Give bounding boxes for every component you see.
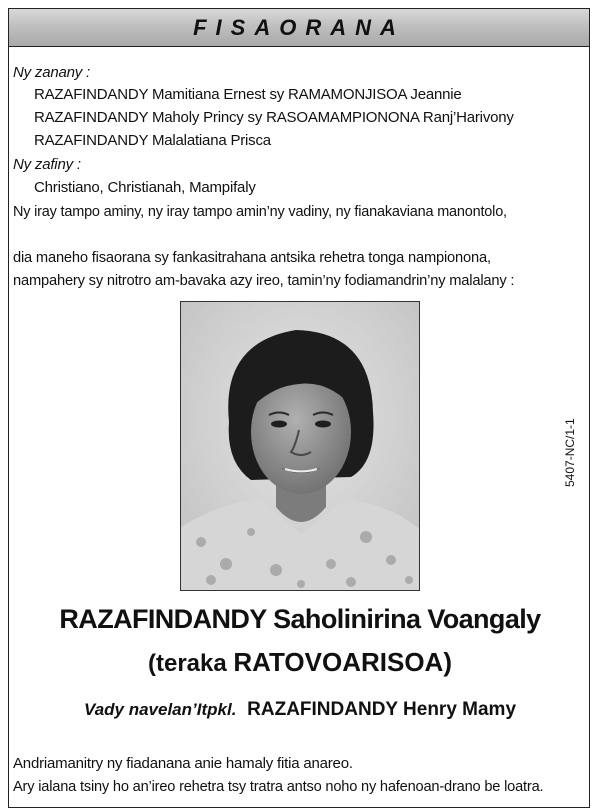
child-line-3: RAZAFINDANDY Malalatiana Prisca — [34, 132, 271, 149]
notice-header — [9, 9, 589, 47]
notice-title: FISAORANA — [193, 14, 405, 40]
thanks-line-2: nampahery sy nitrotro am-bavaka azy ireo, tamin’ny fodiamandrin’ny malalany : — [13, 272, 515, 289]
grandchildren-label: Ny zafiny : — [13, 156, 81, 173]
family-line: Ny iray tampo aminy, ny iray tampo amin’ny vadiny, ny fianakaviana manontolo, — [13, 203, 507, 220]
maiden-prefix: (teraka — [148, 650, 227, 677]
grandchildren-names: Christiano, Christianah, Mampifaly — [34, 179, 256, 196]
portrait-photo — [180, 301, 420, 591]
spouse-line — [0, 699, 600, 721]
maiden-name-line — [0, 647, 600, 678]
portrait-image — [181, 302, 420, 591]
children-label: Ny zanany : — [13, 64, 91, 81]
child-line-2: RAZAFINDANDY Maholy Princy sy RASOAMAMPIONONA Ranj’Harivony — [34, 109, 514, 126]
thanks-line-1: dia maneho fisaorana sy fankasitrahana antsika rehetra tonga nampionona, — [13, 249, 491, 266]
closing-line-1: Andriamanitry ny fiadanana anie hamaly fitia anareo. — [13, 755, 353, 772]
spouse-name: RAZAFINDANDY Henry Mamy — [247, 699, 517, 720]
child-line-1: RAZAFINDANDY Mamitiana Ernest sy RAMAMONJISOA Jeannie — [34, 86, 462, 103]
spouse-prefix: Vady navelan’Itpkl. — [83, 700, 237, 719]
deceased-name: RAZAFINDANDY Saholinirina Voangaly — [59, 604, 541, 634]
closing-line-2: Ary ialana tsiny ho an’ireo rehetra tsy tratra antso noho ny hafenoan-drano be loatra. — [13, 778, 544, 795]
reference-code: 5407-NC/1-1 — [563, 418, 577, 487]
maiden-name: RATOVOARISOA) — [233, 647, 452, 677]
